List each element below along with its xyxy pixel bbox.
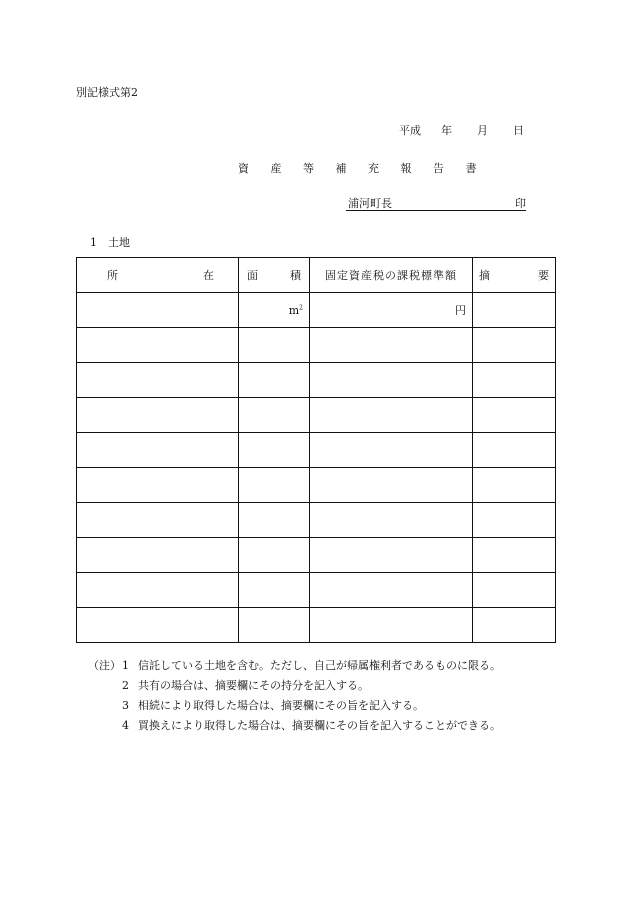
table-row bbox=[77, 608, 556, 643]
cell-remarks[interactable] bbox=[473, 468, 556, 503]
cell-area[interactable] bbox=[239, 398, 310, 433]
cell-location[interactable] bbox=[77, 538, 239, 573]
note-prefix: （注） bbox=[88, 659, 121, 672]
cell-tax-value[interactable] bbox=[310, 538, 473, 573]
note-text: 信託している土地を含む。ただし、自己が帰属権利者であるものに限る。 bbox=[138, 659, 501, 672]
addressee-line bbox=[346, 195, 526, 211]
notes-block bbox=[88, 656, 501, 736]
note-number: 1 bbox=[122, 659, 129, 672]
table-row bbox=[77, 328, 556, 363]
header-area-char-1: 面 bbox=[247, 269, 258, 282]
header-area-char-2: 積 bbox=[290, 269, 301, 282]
table-row bbox=[77, 468, 556, 503]
tax-value-unit: 円 bbox=[455, 304, 466, 317]
note-text: 共有の場合は、摘要欄にその持分を記入する。 bbox=[138, 679, 369, 692]
cell-area[interactable] bbox=[239, 573, 310, 608]
note-item bbox=[88, 696, 501, 716]
cell-tax-value[interactable] bbox=[310, 363, 473, 398]
header-remarks bbox=[473, 258, 556, 293]
note-item bbox=[88, 656, 501, 676]
cell-remarks[interactable] bbox=[473, 503, 556, 538]
cell-location[interactable] bbox=[77, 398, 239, 433]
cell-remarks[interactable] bbox=[473, 573, 556, 608]
table-row bbox=[77, 573, 556, 608]
table-row bbox=[77, 503, 556, 538]
cell-area[interactable] bbox=[239, 363, 310, 398]
note-text: 相続により取得した場合は、摘要欄にその旨を記入する。 bbox=[138, 699, 424, 712]
form-number: 別記様式第2 bbox=[76, 86, 138, 99]
cell-tax-value[interactable] bbox=[310, 608, 473, 643]
header-remarks-char-1: 摘 bbox=[479, 269, 490, 282]
cell-remarks[interactable] bbox=[473, 328, 556, 363]
cell-remarks[interactable] bbox=[473, 433, 556, 468]
note-item bbox=[88, 676, 501, 696]
cell-area[interactable] bbox=[239, 503, 310, 538]
cell-location[interactable] bbox=[77, 328, 239, 363]
cell-remarks[interactable] bbox=[473, 398, 556, 433]
table-row bbox=[77, 293, 556, 328]
table-row bbox=[77, 538, 556, 573]
header-tax-value bbox=[310, 258, 473, 293]
date-era: 平成 bbox=[399, 124, 421, 137]
header-location bbox=[77, 258, 239, 293]
table-row bbox=[77, 433, 556, 468]
cell-tax-value[interactable] bbox=[310, 398, 473, 433]
cell-area[interactable] bbox=[239, 293, 310, 328]
date-month-label: 月 bbox=[477, 124, 488, 137]
cell-location[interactable] bbox=[77, 468, 239, 503]
note-item bbox=[88, 716, 501, 736]
date-day-label: 日 bbox=[513, 124, 524, 137]
cell-tax-value[interactable] bbox=[310, 573, 473, 608]
header-remarks-char-2: 要 bbox=[538, 269, 549, 282]
cell-location[interactable] bbox=[77, 293, 239, 328]
table-row bbox=[77, 363, 556, 398]
note-text: 買換えにより取得した場合は、摘要欄にその旨を記入することができる。 bbox=[138, 719, 501, 732]
cell-location[interactable] bbox=[77, 363, 239, 398]
cell-remarks[interactable] bbox=[473, 608, 556, 643]
area-unit: m bbox=[288, 303, 300, 317]
cell-area[interactable] bbox=[239, 538, 310, 573]
cell-location[interactable] bbox=[77, 573, 239, 608]
date-line bbox=[399, 122, 524, 138]
cell-remarks[interactable] bbox=[473, 363, 556, 398]
table-row bbox=[77, 398, 556, 433]
header-tax-value-label: 固定資産税の課税標準額 bbox=[325, 269, 457, 282]
cell-tax-value[interactable] bbox=[310, 328, 473, 363]
header-area bbox=[239, 258, 310, 293]
cell-area[interactable] bbox=[239, 468, 310, 503]
cell-location[interactable] bbox=[77, 503, 239, 538]
cell-location[interactable] bbox=[77, 608, 239, 643]
area-unit-superscript: 2 bbox=[299, 303, 303, 311]
cell-area[interactable] bbox=[239, 608, 310, 643]
section-title: 1 土地 bbox=[90, 236, 130, 249]
date-year-label: 年 bbox=[441, 124, 452, 137]
table-header-row bbox=[77, 258, 556, 293]
land-table bbox=[76, 257, 556, 643]
seal-mark: 印 bbox=[515, 197, 526, 210]
cell-area[interactable] bbox=[239, 328, 310, 363]
cell-remarks[interactable] bbox=[473, 293, 556, 328]
document-title: 資 産 等 補 充 報 告 書 bbox=[238, 162, 486, 175]
cell-area[interactable] bbox=[239, 433, 310, 468]
cell-location[interactable] bbox=[77, 433, 239, 468]
cell-remarks[interactable] bbox=[473, 538, 556, 573]
header-location-char-2: 在 bbox=[203, 269, 214, 282]
addressee-name: 浦河町長 bbox=[348, 197, 392, 210]
cell-tax-value[interactable] bbox=[310, 433, 473, 468]
note-number: 4 bbox=[122, 719, 129, 732]
cell-tax-value[interactable] bbox=[310, 503, 473, 538]
note-number: 2 bbox=[122, 679, 129, 692]
header-location-char-1: 所 bbox=[107, 269, 118, 282]
cell-tax-value[interactable] bbox=[310, 293, 473, 328]
cell-tax-value[interactable] bbox=[310, 468, 473, 503]
note-number: 3 bbox=[122, 699, 129, 712]
